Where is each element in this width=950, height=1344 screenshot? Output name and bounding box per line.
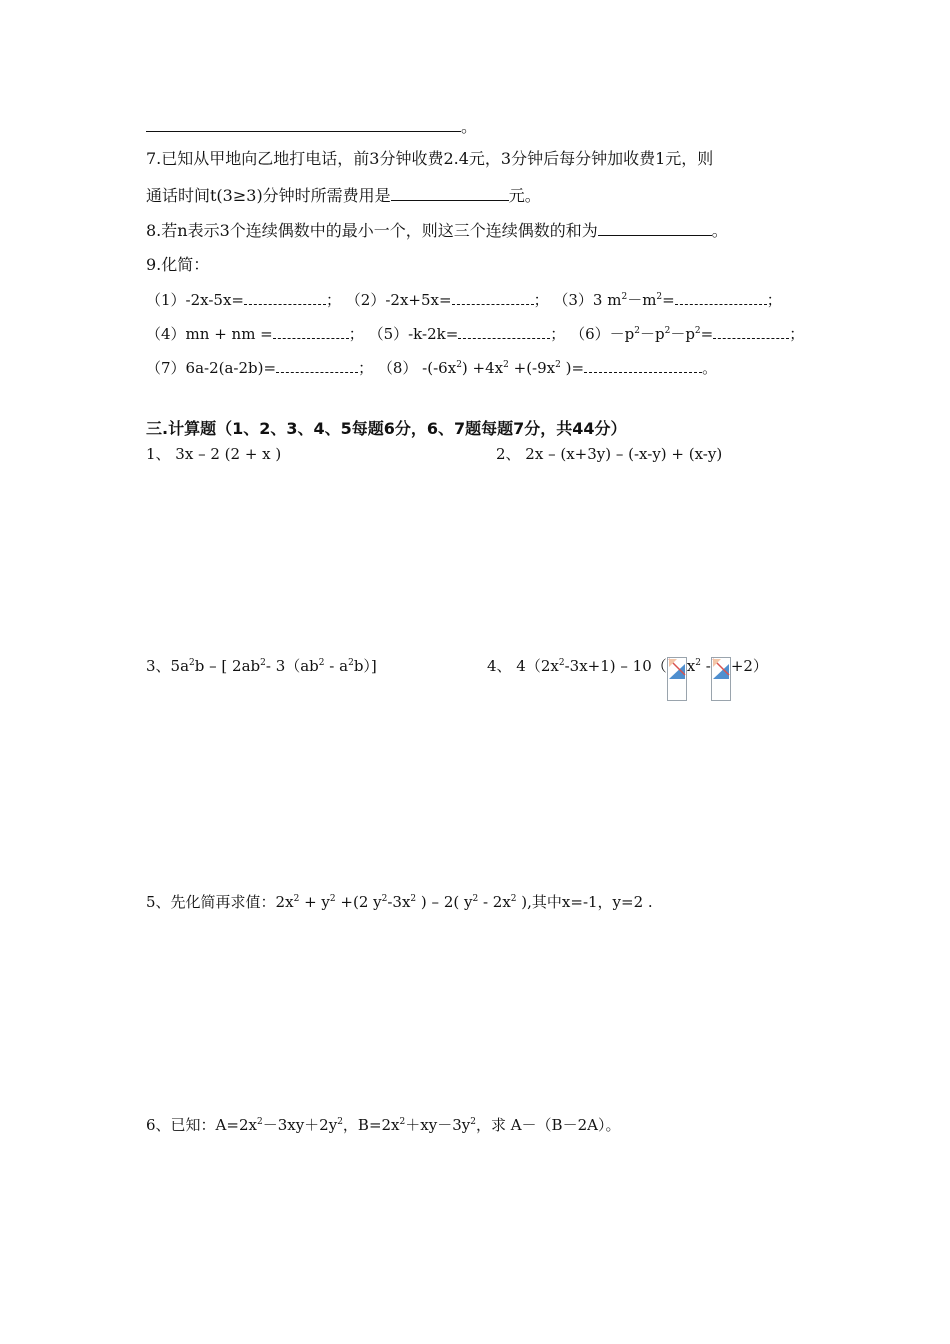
separator: ； (348, 325, 364, 343)
exponent: 2 (555, 360, 561, 370)
q9-item-8: （8） -(-6x (377, 359, 457, 377)
q8-end: 。 (711, 221, 728, 240)
exponent: 2 (634, 326, 640, 336)
p3-text: - a (324, 657, 349, 675)
answer-blank (146, 115, 461, 132)
p5-text: 5、先化简再求值：2x (146, 893, 294, 911)
answer-line-top (146, 115, 477, 138)
q9-item-7: （7）6a-2(a-2b)= (146, 359, 277, 377)
p6-text: －3xy＋2y (262, 1116, 338, 1134)
exponent: 2 (329, 894, 336, 904)
exponent: 2 (695, 658, 701, 668)
q7-line2 (146, 184, 541, 207)
exponent: 2 (260, 658, 266, 668)
exponent: 2 (256, 1117, 263, 1127)
q7-line1: 7.已知从甲地向乙地打电话，前3分钟收费2.4元，3分钟后每分钟加收费1元，则 (146, 149, 714, 168)
answer-blank (675, 290, 767, 305)
exponent: 2 (621, 292, 628, 302)
separator: ； (550, 325, 566, 343)
p6-text: ，B=2x (342, 1116, 400, 1134)
exponent: 2 (503, 360, 509, 370)
exponent: 2 (337, 1117, 343, 1127)
q9-row1 (146, 289, 782, 311)
problem-1: 1、 3x – 2 (2 + x ) (146, 445, 282, 463)
period: 。 (461, 117, 478, 136)
q9-item-8-term: +(-9x (508, 359, 556, 377)
q9-item-4: （4）mn + nm = (146, 325, 273, 343)
p3-text: 3、5a (146, 657, 190, 675)
exponent: 2 (399, 1117, 406, 1127)
broken-image-icon (667, 657, 687, 701)
exponent: 2 (348, 658, 354, 668)
problem-4 (487, 655, 768, 701)
exponent: 2 (510, 894, 517, 904)
equals: )= (560, 359, 585, 377)
separator: ； (358, 359, 374, 377)
p3-text: b – [ 2ab (194, 657, 261, 675)
answer-blank (244, 290, 326, 305)
separator: ； (326, 291, 342, 309)
exponent: 2 (470, 1117, 476, 1127)
period: 。 (702, 359, 718, 377)
answer-blank (276, 358, 358, 373)
q8-line (146, 219, 728, 242)
p5-text: ) – 2( y (416, 893, 473, 911)
p3-text: b）] (353, 657, 377, 675)
p6-text: ，求 A－（B－2A）。 (475, 1116, 621, 1134)
p3-text: - 3（ab (265, 657, 319, 675)
exponent: 2 (293, 894, 300, 904)
exponent: 2 (456, 360, 462, 370)
answer-blank (584, 358, 702, 373)
problem-5 (146, 891, 653, 913)
q7-unit: 元。 (508, 186, 541, 205)
exponent: 2 (558, 658, 565, 668)
q9-item-1: （1）-2x-5x= (146, 291, 244, 309)
exponent: 2 (189, 658, 195, 668)
equals: = (662, 291, 675, 309)
p5-text: + y (299, 893, 330, 911)
q8-text: 8.若n表示3个连续偶数中的最小一个，则这三个连续偶数的和为 (146, 221, 598, 240)
q9-item-3-term: －m (627, 291, 657, 309)
p4-text: -3x+1) – 10（ (564, 657, 667, 675)
q7-answer-blank (391, 184, 509, 201)
problem-3 (146, 655, 377, 677)
p4-text: 4、 4（2x (487, 657, 559, 675)
broken-image-icon (711, 657, 731, 701)
q9-item-8-term: ) +4x (461, 359, 504, 377)
q9-item-2: （2）-2x+5x= (345, 291, 452, 309)
exponent: 2 (381, 894, 388, 904)
p6-text: 6、已知：A=2x (146, 1116, 257, 1134)
exponent: 2 (472, 894, 479, 904)
exponent: 2 (318, 658, 325, 668)
separator: ； (789, 325, 805, 343)
q9-item-5: （5）-k-2k= (368, 325, 459, 343)
q8-answer-blank (598, 219, 712, 236)
q9-item-6-term: －p (670, 325, 695, 343)
separator: ； (533, 291, 549, 309)
separator: ； (766, 291, 782, 309)
exponent: 2 (694, 326, 701, 336)
p6-text: ＋xy－3y (405, 1116, 471, 1134)
q9-item-6-term: －p (639, 325, 665, 343)
p5-text: - 2x (478, 893, 511, 911)
q9-row3 (146, 357, 717, 379)
p5-text: ),其中x=-1，y=2 . (516, 893, 653, 911)
q7-text: 通话时间t(3≥3)分钟时所需费用是 (146, 186, 391, 205)
q9-row2 (146, 323, 804, 345)
q9-item-6: （6）－p (570, 325, 635, 343)
exponent: 2 (664, 326, 671, 336)
equals: = (700, 325, 714, 343)
q9-item-3: （3）3 m (553, 291, 622, 309)
p5-text: +(2 y (335, 893, 382, 911)
p4-text: - (700, 657, 711, 675)
p5-text: -3x (387, 893, 411, 911)
q9-title: 9.化简： (146, 255, 210, 274)
exponent: 2 (656, 292, 663, 302)
answer-blank (452, 290, 534, 305)
answer-blank (273, 324, 349, 339)
section-3-title: 三.计算题（1、2、3、4、5每题6分，6、7题每题7分，共44分） (146, 419, 627, 438)
exponent: 2 (410, 894, 417, 904)
answer-blank (458, 324, 550, 339)
p4-text: x (686, 657, 696, 675)
answer-blank (713, 324, 789, 339)
p4-text: +2） (730, 657, 768, 675)
problem-6 (146, 1114, 620, 1136)
problem-2: 2、 2x – (x+3y) – (-x-y) + (x-y) (496, 445, 723, 463)
